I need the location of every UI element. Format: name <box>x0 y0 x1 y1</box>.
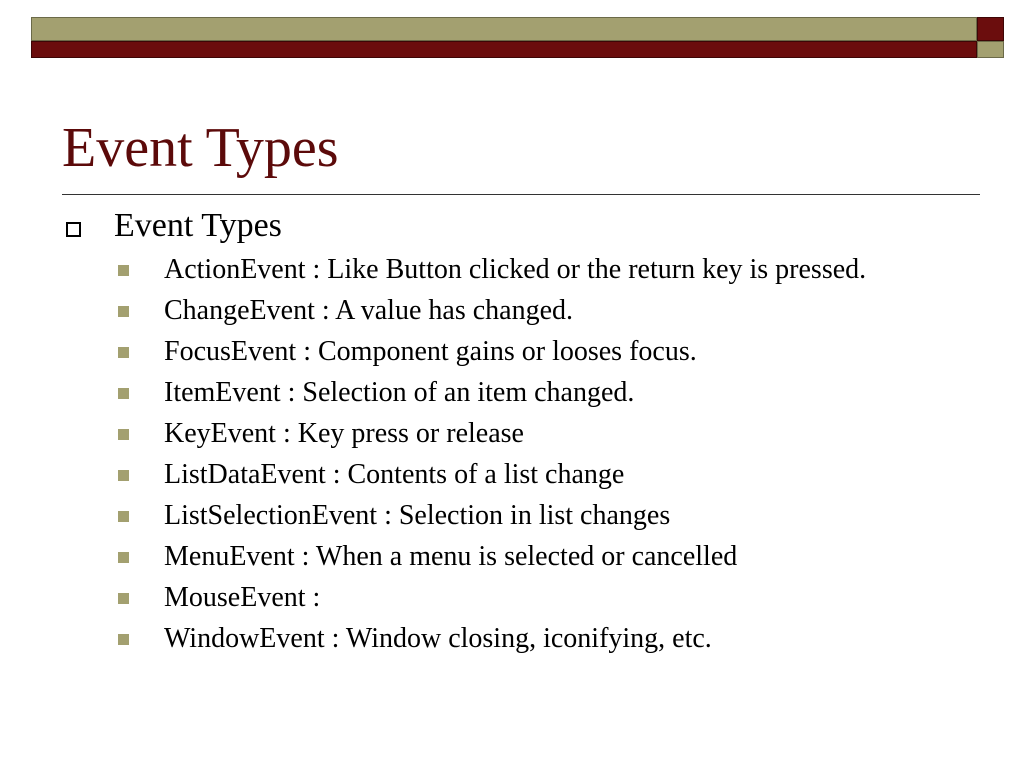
list-item-text: FocusEvent : Component gains or looses focus. <box>164 336 697 367</box>
title-divider <box>62 194 980 195</box>
filled-square-bullet-icon <box>118 634 129 645</box>
event-type-list <box>116 253 906 663</box>
list-item-text: WindowEvent : Window closing, iconifying, etc. <box>164 623 712 654</box>
header-bar-olive <box>31 17 977 41</box>
list-item <box>116 253 906 286</box>
header-bar-maroon <box>31 41 977 58</box>
list-item-text: MouseEvent : <box>164 582 321 613</box>
filled-square-bullet-icon <box>118 388 129 399</box>
list-item <box>116 581 906 614</box>
list-item-text: ListSelectionEvent : Selection in list changes <box>164 500 671 531</box>
filled-square-bullet-icon <box>118 265 129 276</box>
list-item <box>116 458 906 491</box>
filled-square-bullet-icon <box>118 552 129 563</box>
list-item-text: ListDataEvent : Contents of a list change <box>164 459 625 490</box>
filled-square-bullet-icon <box>118 347 129 358</box>
hollow-square-bullet-icon <box>66 222 81 237</box>
header-square-olive <box>977 41 1004 58</box>
list-item <box>116 499 906 532</box>
list-item <box>116 540 906 573</box>
list-item <box>116 376 906 409</box>
filled-square-bullet-icon <box>118 429 129 440</box>
bullet-level1-text: Event Types <box>114 207 282 244</box>
slide-title: Event Types <box>62 117 339 179</box>
list-item <box>116 335 906 368</box>
filled-square-bullet-icon <box>118 511 129 522</box>
list-item <box>116 294 906 327</box>
list-item <box>116 622 906 655</box>
list-item-text: KeyEvent : Key press or release <box>164 418 524 449</box>
filled-square-bullet-icon <box>118 470 129 481</box>
list-item-text: MenuEvent : When a menu is selected or cancelled <box>164 541 738 572</box>
filled-square-bullet-icon <box>118 306 129 317</box>
filled-square-bullet-icon <box>118 593 129 604</box>
list-item <box>116 417 906 450</box>
header-square-maroon <box>977 17 1004 41</box>
list-item-text: ActionEvent : Like Button clicked or the return key is pressed. <box>164 254 867 285</box>
list-item-text: ChangeEvent : A value has changed. <box>164 295 573 326</box>
list-item-text: ItemEvent : Selection of an item changed. <box>164 377 635 408</box>
